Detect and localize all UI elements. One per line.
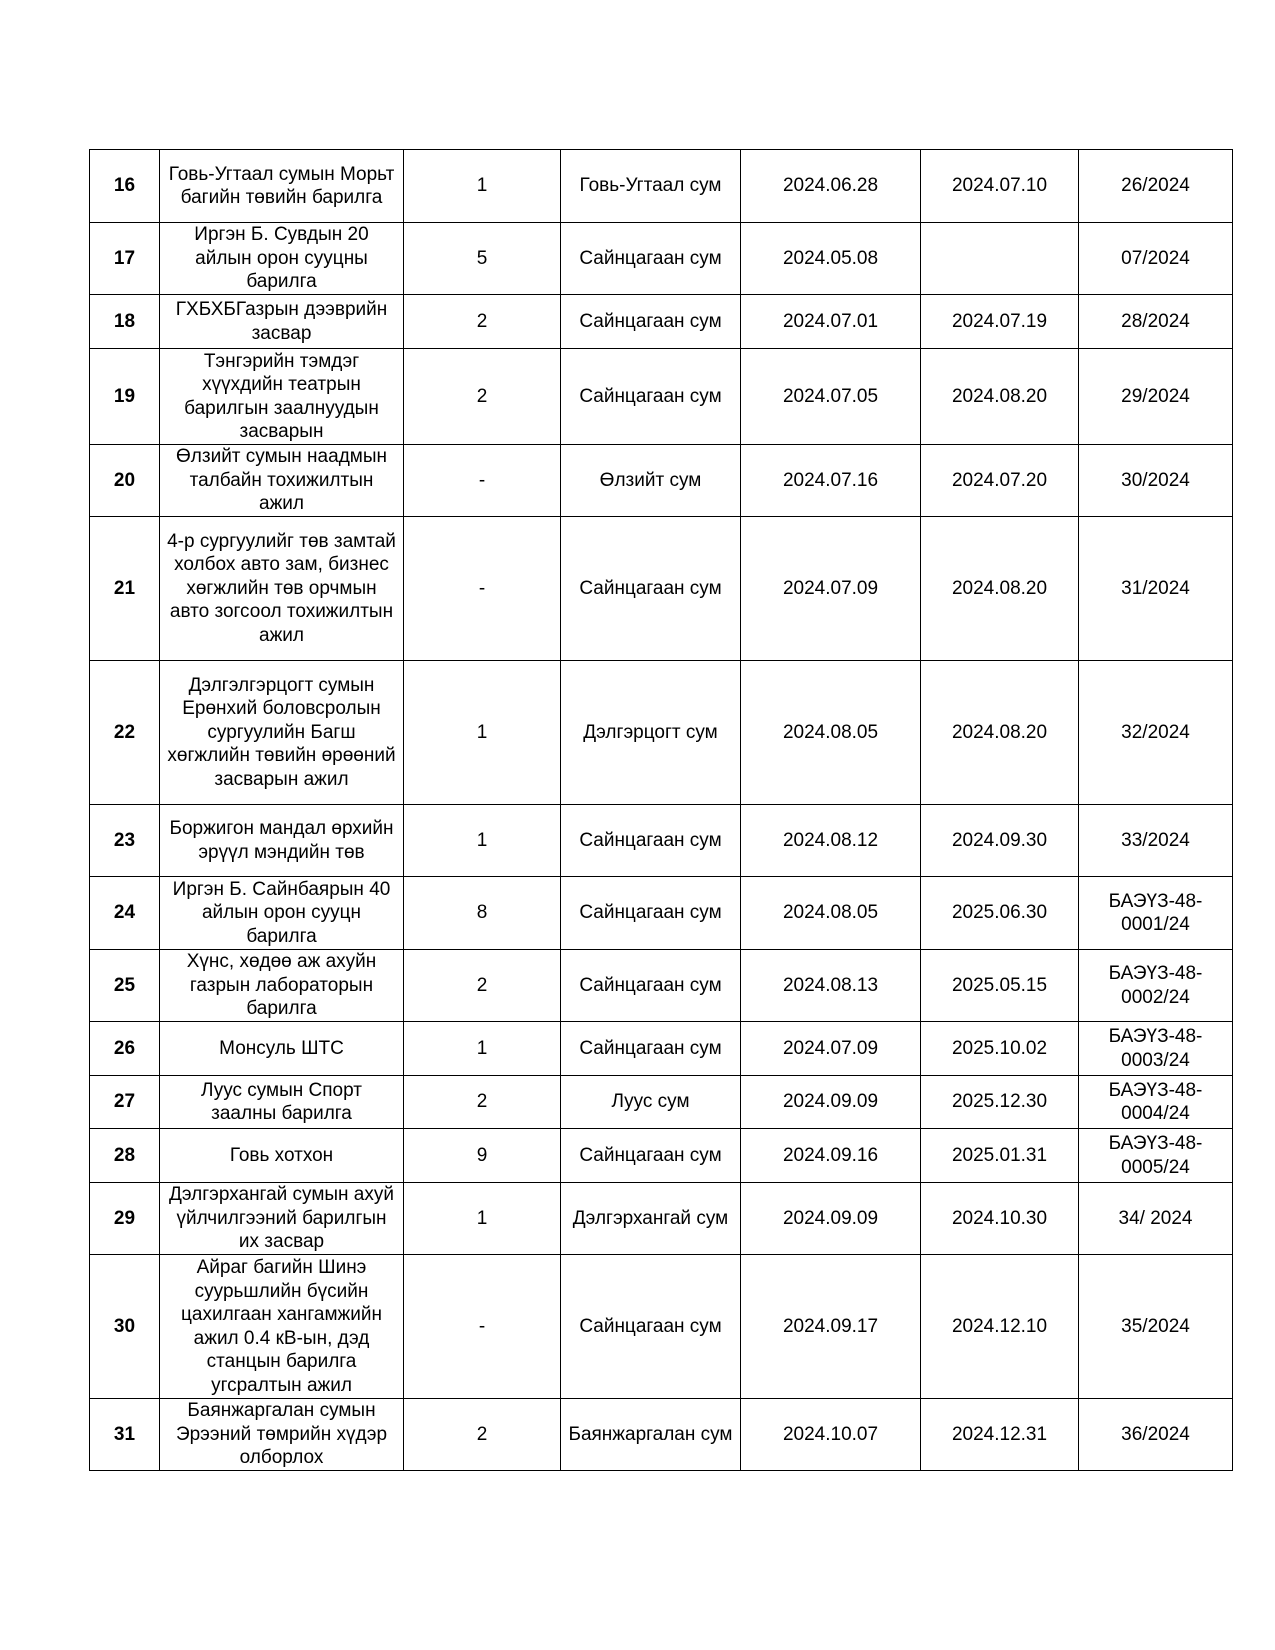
project-name: Говь хотхон xyxy=(160,1129,404,1183)
location: Сайнцагаан сум xyxy=(561,1129,741,1183)
start-date: 2024.08.05 xyxy=(741,661,921,805)
location: Сайнцагаан сум xyxy=(561,877,741,950)
permit-number: БАЭҮЗ-48-0002/24 xyxy=(1079,950,1233,1022)
location: Өлзийт сум xyxy=(561,445,741,517)
end-date: 2024.08.20 xyxy=(921,349,1079,445)
project-name: 4-р сургуулийг төв замтай холбох авто зам, бизнес хөгжлийн төв орчмын авто зогсоол тохижилтын ажил xyxy=(160,517,404,661)
table-row xyxy=(90,950,1233,1022)
project-name: Говь-Угтаал сумын Морьт багийн төвийн барилга xyxy=(160,150,404,223)
quantity: 9 xyxy=(404,1129,561,1183)
row-number: 25 xyxy=(90,950,160,1022)
location: Сайнцагаан сум xyxy=(561,295,741,349)
permit-number: 07/2024 xyxy=(1079,223,1233,295)
row-number: 23 xyxy=(90,805,160,877)
location: Говь-Угтаал сум xyxy=(561,150,741,223)
permit-number: 33/2024 xyxy=(1079,805,1233,877)
permit-number: 31/2024 xyxy=(1079,517,1233,661)
row-number: 29 xyxy=(90,1183,160,1255)
project-name: Монсуль ШТС xyxy=(160,1022,404,1076)
permit-number: 29/2024 xyxy=(1079,349,1233,445)
end-date: 2024.12.10 xyxy=(921,1255,1079,1399)
quantity: 2 xyxy=(404,295,561,349)
row-number: 21 xyxy=(90,517,160,661)
permit-number: 34/ 2024 xyxy=(1079,1183,1233,1255)
row-number: 26 xyxy=(90,1022,160,1076)
location: Сайнцагаан сум xyxy=(561,223,741,295)
quantity: 8 xyxy=(404,877,561,950)
start-date: 2024.09.16 xyxy=(741,1129,921,1183)
project-name: Дэлгэрхангай сумын ахуй үйлчилгээний барилгын их засвар xyxy=(160,1183,404,1255)
quantity: - xyxy=(404,445,561,517)
start-date: 2024.09.09 xyxy=(741,1076,921,1129)
table-row xyxy=(90,1255,1233,1399)
location: Сайнцагаан сум xyxy=(561,517,741,661)
quantity: - xyxy=(404,517,561,661)
location: Дэлгэрхангай сум xyxy=(561,1183,741,1255)
start-date: 2024.10.07 xyxy=(741,1399,921,1471)
row-number: 16 xyxy=(90,150,160,223)
quantity: 2 xyxy=(404,1076,561,1129)
quantity: 2 xyxy=(404,1399,561,1471)
location: Сайнцагаан сум xyxy=(561,805,741,877)
end-date: 2025.05.15 xyxy=(921,950,1079,1022)
row-number: 30 xyxy=(90,1255,160,1399)
start-date: 2024.07.16 xyxy=(741,445,921,517)
row-number: 19 xyxy=(90,349,160,445)
table-row xyxy=(90,445,1233,517)
table-row xyxy=(90,1399,1233,1471)
table-row xyxy=(90,1022,1233,1076)
table-row xyxy=(90,661,1233,805)
quantity: 2 xyxy=(404,950,561,1022)
project-name: ГХБХБГазрын дээврийн засвар xyxy=(160,295,404,349)
table-row xyxy=(90,805,1233,877)
quantity: 1 xyxy=(404,1183,561,1255)
end-date: 2024.10.30 xyxy=(921,1183,1079,1255)
start-date: 2024.09.09 xyxy=(741,1183,921,1255)
permit-number: 36/2024 xyxy=(1079,1399,1233,1471)
quantity: 1 xyxy=(404,661,561,805)
location: Сайнцагаан сум xyxy=(561,1255,741,1399)
table-row xyxy=(90,1129,1233,1183)
row-number: 22 xyxy=(90,661,160,805)
permit-number: БАЭҮЗ-48-0005/24 xyxy=(1079,1129,1233,1183)
quantity: 5 xyxy=(404,223,561,295)
project-name: Хүнс, хөдөө аж ахуйн газрын лабораторын барилга xyxy=(160,950,404,1022)
permit-number: 30/2024 xyxy=(1079,445,1233,517)
permit-number: БАЭҮЗ-48-0003/24 xyxy=(1079,1022,1233,1076)
table-row xyxy=(90,877,1233,950)
start-date: 2024.08.05 xyxy=(741,877,921,950)
quantity: 1 xyxy=(404,1022,561,1076)
permit-number: 26/2024 xyxy=(1079,150,1233,223)
quantity: 2 xyxy=(404,349,561,445)
table-row xyxy=(90,1183,1233,1255)
table-row xyxy=(90,349,1233,445)
location: Дэлгэрцогт сум xyxy=(561,661,741,805)
start-date: 2024.07.09 xyxy=(741,517,921,661)
start-date: 2024.05.08 xyxy=(741,223,921,295)
project-name: Иргэн Б. Сувдын 20 айлын орон сууцны барилга xyxy=(160,223,404,295)
row-number: 17 xyxy=(90,223,160,295)
end-date: 2024.08.20 xyxy=(921,661,1079,805)
end-date: 2025.10.02 xyxy=(921,1022,1079,1076)
end-date xyxy=(921,223,1079,295)
start-date: 2024.06.28 xyxy=(741,150,921,223)
row-number: 18 xyxy=(90,295,160,349)
quantity: - xyxy=(404,1255,561,1399)
row-number: 24 xyxy=(90,877,160,950)
start-date: 2024.07.05 xyxy=(741,349,921,445)
project-name: Дэлгэлгэрцогт сумын Ерөнхий боловсролын сургуулийн Багш хөгжлийн төвийн өрөөний засварын ажил xyxy=(160,661,404,805)
end-date: 2024.12.31 xyxy=(921,1399,1079,1471)
end-date: 2025.06.30 xyxy=(921,877,1079,950)
permit-number: БАЭҮЗ-48-0001/24 xyxy=(1079,877,1233,950)
end-date: 2024.08.20 xyxy=(921,517,1079,661)
permit-number: 28/2024 xyxy=(1079,295,1233,349)
location: Баянжаргалан сум xyxy=(561,1399,741,1471)
start-date: 2024.08.12 xyxy=(741,805,921,877)
end-date: 2024.07.19 xyxy=(921,295,1079,349)
permit-number: 32/2024 xyxy=(1079,661,1233,805)
project-name: Өлзийт сумын наадмын талбайн тохижилтын ажил xyxy=(160,445,404,517)
project-name: Иргэн Б. Сайнбаярын 40 айлын орон сууцн барилга xyxy=(160,877,404,950)
project-name: Боржигон мандал өрхийн эрүүл мэндийн төв xyxy=(160,805,404,877)
end-date: 2024.07.10 xyxy=(921,150,1079,223)
permits-table xyxy=(89,149,1233,1471)
table-row xyxy=(90,295,1233,349)
start-date: 2024.09.17 xyxy=(741,1255,921,1399)
permit-number: 35/2024 xyxy=(1079,1255,1233,1399)
end-date: 2024.07.20 xyxy=(921,445,1079,517)
row-number: 27 xyxy=(90,1076,160,1129)
table-row xyxy=(90,150,1233,223)
table-row xyxy=(90,517,1233,661)
end-date: 2025.01.31 xyxy=(921,1129,1079,1183)
project-name: Луус сумын Спорт заалны барилга xyxy=(160,1076,404,1129)
quantity: 1 xyxy=(404,150,561,223)
table-row xyxy=(90,1076,1233,1129)
location: Сайнцагаан сум xyxy=(561,1022,741,1076)
project-name: Айраг багийн Шинэ суурьшлийн бүсийн цахилгаан хангамжийн ажил 0.4 кВ-ын, дэд станцын барилга угсралтын ажил xyxy=(160,1255,404,1399)
end-date: 2024.09.30 xyxy=(921,805,1079,877)
start-date: 2024.07.01 xyxy=(741,295,921,349)
row-number: 31 xyxy=(90,1399,160,1471)
permit-number: БАЭҮЗ-48-0004/24 xyxy=(1079,1076,1233,1129)
project-name: Баянжаргалан сумын Эрээний төмрийн хүдэр олборлох xyxy=(160,1399,404,1471)
quantity: 1 xyxy=(404,805,561,877)
location: Сайнцагаан сум xyxy=(561,950,741,1022)
table-row xyxy=(90,223,1233,295)
row-number: 28 xyxy=(90,1129,160,1183)
row-number: 20 xyxy=(90,445,160,517)
location: Сайнцагаан сум xyxy=(561,349,741,445)
location: Луус сум xyxy=(561,1076,741,1129)
start-date: 2024.08.13 xyxy=(741,950,921,1022)
end-date: 2025.12.30 xyxy=(921,1076,1079,1129)
project-name: Тэнгэрийн тэмдэг хүүхдийн театрын барилгын заалнуудын засварын xyxy=(160,349,404,445)
start-date: 2024.07.09 xyxy=(741,1022,921,1076)
